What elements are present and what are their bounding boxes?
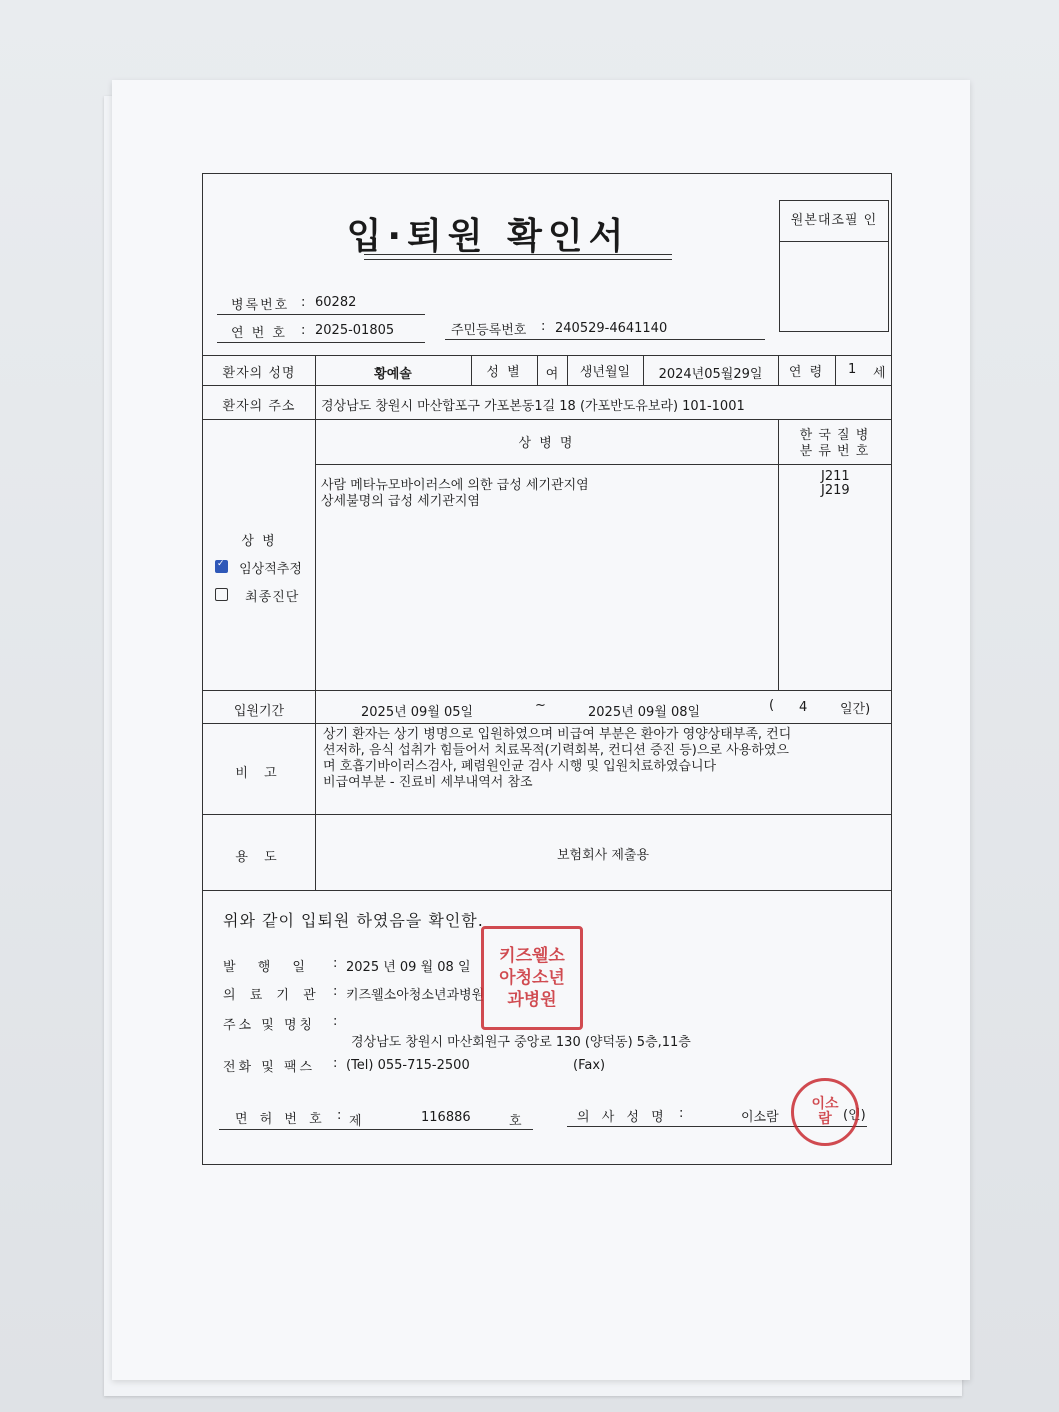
title-underline	[364, 254, 672, 255]
remarks-line-3: 며 호흡기바이러스검사, 폐렴원인균 검사 시행 및 입원치료하였습니다	[323, 759, 717, 774]
code-header-line2: 분 류 번 호	[799, 444, 870, 459]
issue-date-value: 2025 년 09 월 08 일	[346, 960, 471, 975]
option-final[interactable]	[215, 586, 299, 605]
table-top-rule	[203, 355, 891, 356]
license-colon: :	[337, 1108, 342, 1123]
age-label: 연 령	[788, 365, 825, 380]
record-no-value: 60282	[315, 295, 357, 310]
purpose-label: 용 도	[235, 850, 283, 865]
license-label: 면 허 번 호	[235, 1112, 326, 1127]
serial-no-label: 연 번 호	[231, 326, 287, 341]
remarks-line-1: 상기 환자는 상기 병명으로 입원하였으며 비급여 부분은 환아가 영양상태부족, 컨디	[323, 727, 792, 742]
col-rule-f	[835, 355, 836, 385]
option-clinical[interactable]	[215, 558, 302, 577]
record-no-colon: :	[301, 295, 306, 310]
resident-no-value: 240529-4641140	[555, 321, 668, 336]
diagnosis-item-2: 상세불명의 급성 세기관지염	[321, 494, 480, 509]
row-rule-1	[203, 385, 891, 386]
license-number: 116886	[421, 1110, 471, 1125]
certificate-form	[202, 173, 892, 1165]
resident-no-label: 주민등록번호	[451, 323, 527, 338]
doctor-seal	[791, 1078, 859, 1146]
doctor-seal-text: 이소람	[811, 1096, 839, 1127]
resident-no-underline	[445, 339, 765, 340]
hospital-seal-text: 키즈웰소아청소년과병원	[499, 946, 565, 1010]
clinical-estimate-label: 임상적추정	[239, 562, 302, 577]
resident-no-colon: :	[541, 319, 546, 334]
diagnosis-section-label: 상 병	[241, 534, 277, 549]
sex-label: 성 별	[486, 365, 522, 380]
row-rule-4	[203, 723, 891, 724]
record-no-underline	[217, 314, 425, 315]
original-verify-box	[779, 200, 889, 332]
admission-sep: ~	[535, 698, 546, 713]
patient-name-value: 황예솔	[374, 367, 412, 382]
remarks-label: 비 고	[235, 766, 283, 781]
doctor-label: 의 사 성 명	[577, 1110, 668, 1125]
row-rule-2	[203, 419, 891, 420]
remarks-line-2: 션저하, 음식 섭취가 힘들어서 치료목적(기력회복, 컨디션 증진 등)으로 사용하였으	[323, 743, 789, 758]
address-name-colon: :	[333, 1014, 338, 1029]
license-prefix: 제	[349, 1114, 362, 1129]
row-rule-6	[203, 890, 891, 891]
hospital-colon: :	[333, 984, 338, 999]
hospital-value: 키즈웰소아청소년과병원	[346, 988, 485, 1003]
age-unit: 세	[873, 366, 886, 381]
admission-days: 4	[799, 700, 808, 715]
row-rule-3	[203, 690, 891, 691]
final-diagnosis-checkbox[interactable]	[215, 588, 228, 601]
diagnosis-header: 상 병 명	[518, 436, 575, 451]
address-name-label: 주소 및 명칭	[223, 1018, 316, 1033]
serial-no-underline	[217, 342, 425, 343]
issuer-address-value: 경상남도 창원시 마산회원구 중앙로 130 (양덕동) 5층,11층	[351, 1035, 691, 1050]
admission-end: 2025년 09월 08일	[588, 705, 701, 720]
patient-address-label: 환자의 주소	[222, 399, 296, 414]
license-underline	[219, 1129, 533, 1130]
admission-days-unit: 일간)	[840, 702, 871, 717]
diagnosis-code-1: J211	[821, 469, 850, 484]
code-header-line1: 한 국 질 병	[799, 428, 870, 443]
record-no-label: 병록번호	[231, 298, 290, 313]
row-rule-5	[203, 814, 891, 815]
title-underline-double	[364, 259, 672, 260]
doctor-seal-suffix: (인)	[843, 1108, 866, 1123]
confirmation-statement: 위와 같이 입퇴원 하였음을 확인함.	[223, 911, 484, 930]
code-column-rule	[778, 419, 779, 690]
phone-fax-colon: :	[333, 1056, 338, 1071]
remarks-text	[323, 727, 791, 791]
paper-sheet	[112, 80, 970, 1380]
doctor-name: 이소람	[741, 1110, 779, 1125]
fax-label: (Fax)	[573, 1058, 606, 1073]
final-diagnosis-label: 최종진단	[245, 590, 300, 605]
patient-address-value: 경상남도 창원시 마산합포구 가포본동1길 18 (가포반도유보라) 101-1001	[321, 399, 745, 414]
hospital-seal	[481, 926, 583, 1030]
age-value: 1	[848, 362, 857, 377]
serial-no-colon: :	[301, 323, 306, 338]
phone-value: (Tel) 055-715-2500	[346, 1058, 470, 1073]
admission-start: 2025년 09월 05일	[361, 705, 474, 720]
diag-header-rule	[315, 464, 891, 465]
hospital-label: 의 료 기 관	[223, 988, 321, 1003]
dob-label: 생년월일	[579, 365, 631, 380]
doctor-colon: :	[679, 1106, 684, 1121]
issue-date-colon: :	[333, 956, 338, 971]
sex-value: 여	[545, 367, 559, 382]
dob-value: 2024년05월29일	[658, 367, 763, 382]
admission-open-paren: (	[769, 698, 775, 713]
purpose-value: 보험회사 제출용	[556, 848, 650, 863]
original-verify-header: 원본대조필 인	[780, 201, 888, 242]
document-title: 입·퇴원 확인서	[346, 216, 630, 257]
diagnosis-code-2: J219	[821, 483, 850, 498]
clinical-estimate-checkbox[interactable]	[215, 560, 228, 573]
patient-name-label: 환자의 성명	[222, 366, 296, 381]
license-suffix: 호	[509, 1114, 522, 1129]
phone-fax-label: 전화 및 팩스	[223, 1060, 316, 1075]
serial-no-value: 2025-01805	[315, 323, 395, 338]
remarks-line-4: 비급여부분 - 진료비 세부내역서 참조	[323, 775, 533, 790]
issue-date-label: 발 행 일	[223, 960, 314, 975]
admission-label: 입원기간	[233, 704, 285, 719]
diagnosis-item-1: 사람 메타뉴모바이러스에 의한 급성 세기관지염	[321, 478, 589, 493]
